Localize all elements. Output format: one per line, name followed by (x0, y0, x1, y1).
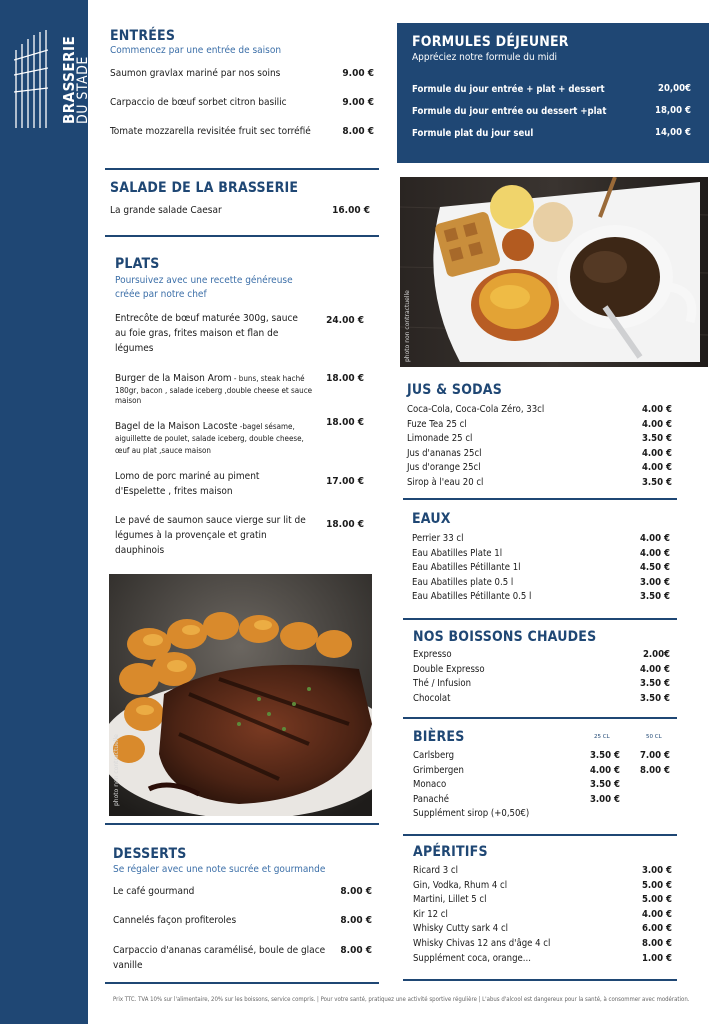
dessert-item-name: Cannelés façon profiteroles (113, 915, 237, 926)
eaux-title: EAUX (412, 511, 451, 527)
steak-illustration (109, 574, 372, 816)
photo-caption: photo non contractuelle (404, 290, 411, 362)
aperitif-item-name: Supplément coca, orange... (413, 952, 531, 964)
entree-item-price: 9.00 € (342, 97, 374, 108)
plats-title: PLATS (115, 256, 160, 272)
aperitif-item-price: 1.00 € (641, 952, 672, 964)
plat-item-price: 24.00 € (326, 315, 364, 326)
entree-item-name: Saumon gravlax mariné par nos soins (110, 68, 281, 79)
aperitifs-title: APÉRITIFS (413, 844, 488, 860)
formule-item-name: Formule du jour entrée + plat + dessert (412, 84, 605, 95)
biere-price-25: 4.00 € (589, 764, 620, 776)
plat-item-name: Burger de la Maison Arom (115, 373, 232, 384)
jus-item-name: Coca-Cola, Coca-Cola Zéro, 33cl (407, 404, 545, 415)
plat-item-line: légumes à la provençale et gratin (115, 530, 267, 541)
eaux-item-price: 4.50 € (639, 562, 670, 574)
bieres-col-50: 50 CL (646, 734, 662, 740)
aperitif-item-name: Whisky Cutty sark 4 cl (413, 923, 509, 935)
jus-item-price: 3.50 € (641, 433, 672, 445)
jus-item-name: Limonade 25 cl (407, 433, 473, 445)
stadium-lines-icon (14, 30, 48, 130)
eaux-item-name: Eau Abatilles Pétillante 0.5 l (412, 591, 532, 603)
plat-item-line: au foie gras, frites maison et flan de (115, 328, 279, 339)
dessert-item-price: 8.00 € (340, 915, 372, 926)
divider (403, 498, 677, 500)
biere-price-25: 3.00 € (589, 793, 620, 805)
entree-item-name: Tomate mozzarella revisitée fruit sec torréfié (110, 126, 311, 137)
jus-item-name: Jus d'orange 25cl (407, 462, 481, 474)
bieres-col-25: 25 CL (594, 734, 610, 740)
biere-item-name: Carlsberg (413, 750, 455, 761)
eaux-item-name: Eau Abatilles plate 0.5 l (412, 576, 514, 588)
divider (403, 717, 677, 719)
aperitif-item-price: 3.00 € (641, 865, 672, 876)
chaudes-item-price: 2.00€ (642, 649, 670, 660)
aperitif-item-name: Kir 12 cl (413, 908, 448, 920)
plats-subtitle: créée par notre chef (115, 289, 207, 300)
salade-item-price: 16.00 € (332, 205, 370, 216)
brand-logo (12, 24, 91, 134)
salade-title: SALADE DE LA BRASSERIE (110, 180, 299, 196)
chaudes-item-name: Chocolat (413, 692, 451, 704)
eaux-item-price: 4.00 € (639, 547, 670, 559)
plat-item-detail: 180gr, bacon , salade iceberg ,double cheese et sauce (115, 386, 313, 395)
divider (105, 168, 379, 170)
plat-item-detail: œuf au plat ,sauce maison (115, 446, 211, 455)
salade-item-name: La grande salade Caesar (110, 205, 222, 216)
aperitif-item-price: 4.00 € (641, 908, 672, 920)
jus-title: JUS & SODAS (407, 382, 502, 398)
chaudes-item-name: Thé / Infusion (413, 678, 472, 690)
cafe-gourmand-photo (400, 177, 708, 367)
divider (403, 979, 677, 981)
brand-line2: DU STADE (75, 56, 91, 124)
photo-caption: photo non contractuelle (113, 734, 120, 806)
brand-line1: BRASSERIE (60, 35, 78, 124)
eaux-item-name: Eau Abatilles Plate 1l (412, 547, 503, 559)
formule-item-price: 18,00 € (655, 105, 691, 116)
entrees-subtitle: Commencez par une entrée de saison (110, 45, 282, 56)
aperitif-item-price: 8.00 € (641, 938, 672, 949)
aperitif-item-price: 6.00 € (641, 923, 672, 935)
steak-photo (109, 574, 372, 816)
biere-price-25: 3.50 € (589, 779, 620, 791)
plat-item-line: Entrecôte de bœuf maturée 300g, sauce (115, 313, 298, 324)
biere-item-name: Supplément sirop (+0,50€) (413, 808, 530, 820)
eaux-item-price: 3.50 € (639, 591, 670, 603)
footer-legal: Prix TTC. TVA 10% sur l'alimentaire, 20% sur les boissons, service compris. | Pour votre santé, pratiquez une activité sportive régulière | L'abus d'alcool est dangereux pour la santé, à consommer avec modération. (113, 996, 690, 1003)
jus-item-name: Sirop à l'eau 20 cl (407, 477, 484, 488)
dessert-item-price: 8.00 € (340, 886, 372, 897)
plat-item-line: légumes (115, 343, 154, 354)
chaudes-item-price: 3.50 € (639, 678, 670, 690)
chaudes-title: NOS BOISSONS CHAUDES (413, 629, 597, 645)
aperitif-item-name: Martini, Lillet 5 cl (413, 894, 487, 906)
eaux-item-price: 3.00 € (639, 576, 670, 588)
entree-item-name: Carpaccio de bœuf sorbet citron basilic (110, 97, 287, 108)
plat-item-detail: -bagel sésame, (237, 422, 295, 431)
formule-item-price: 14,00 € (655, 127, 691, 138)
aperitif-item-price: 5.00 € (641, 894, 672, 906)
plat-item-name: Bagel de la Maison Lacoste (115, 421, 238, 432)
formule-item-name: Formule plat du jour seul (412, 128, 534, 139)
desserts-subtitle: Se régaler avec une note sucrée et gourmande (113, 864, 326, 875)
biere-price-25: 3.50 € (589, 750, 620, 761)
plat-item-detail: - buns, steak haché (231, 374, 305, 383)
jus-item-name: Fuze Tea 25 cl (407, 418, 467, 430)
jus-item-price: 4.00 € (641, 404, 672, 415)
plat-item-line: dauphinois (115, 545, 165, 556)
chaudes-item-name: Double Expresso (413, 663, 485, 675)
section-formules (397, 23, 709, 163)
plat-item-price: 18.00 € (326, 373, 364, 384)
dessert-item-name: Le café gourmand (113, 886, 195, 897)
aperitif-item-price: 5.00 € (641, 879, 672, 891)
brand-wordmark (60, 24, 91, 134)
entree-item-price: 9.00 € (342, 68, 374, 79)
aperitif-item-name: Ricard 3 cl (413, 865, 458, 876)
biere-item-name: Grimbergen (413, 764, 464, 776)
divider (403, 834, 677, 836)
biere-price-50: 8.00 € (639, 764, 670, 776)
aperitif-item-name: Whisky Chivas 12 ans d'âge 4 cl (413, 938, 551, 949)
divider (403, 618, 677, 620)
plat-item-detail: aiguillette de poulet, salade iceberg, double cheese, (115, 434, 304, 443)
divider (105, 982, 379, 984)
plat-item-price: 18.00 € (326, 519, 364, 530)
plat-item-price: 18.00 € (326, 417, 364, 428)
jus-item-price: 4.00 € (641, 447, 672, 459)
jus-item-price: 4.00 € (641, 462, 672, 474)
desserts-title: DESSERTS (113, 846, 187, 862)
divider (105, 823, 379, 825)
entrees-title: ENTRÉES (110, 28, 176, 44)
eaux-item-name: Perrier 33 cl (412, 533, 464, 544)
dessert-item-line: Carpaccio d'ananas caramélisé, boule de glace (113, 945, 326, 956)
sidebar (0, 0, 91, 1024)
eaux-item-price: 4.00 € (639, 533, 670, 544)
plat-item-line: Lomo de porc mariné au piment (115, 471, 260, 482)
chaudes-item-price: 4.00 € (639, 663, 670, 675)
jus-item-price: 4.00 € (641, 418, 672, 430)
divider (105, 235, 379, 237)
formule-item-name: Formule du jour entrée ou dessert +plat (412, 106, 607, 117)
dessert-item-line: vanille (113, 960, 143, 971)
plat-item-line: d'Espelette , frites maison (115, 486, 233, 497)
cafe-gourmand-illustration (400, 177, 708, 367)
eaux-item-name: Eau Abatilles Pétillante 1l (412, 562, 521, 574)
plats-subtitle: Poursuivez avec une recette généreuse (115, 275, 293, 286)
chaudes-item-price: 3.50 € (639, 692, 670, 704)
plat-item-price: 17.00 € (326, 476, 364, 487)
plat-item-line: Le pavé de saumon sauce vierge sur lit de (115, 515, 306, 526)
entree-item-price: 8.00 € (342, 126, 374, 137)
biere-item-name: Monaco (413, 779, 447, 791)
aperitif-item-name: Gin, Vodka, Rhum 4 cl (413, 879, 508, 891)
formules-subtitle: Appréciez notre formule du midi (412, 52, 558, 63)
jus-item-price: 3.50 € (641, 477, 672, 488)
dessert-item-price: 8.00 € (340, 945, 372, 956)
biere-price-50: 7.00 € (639, 750, 670, 761)
formules-title: FORMULES DÉJEUNER (412, 34, 569, 50)
jus-item-name: Jus d'ananas 25cl (407, 447, 482, 459)
chaudes-item-name: Expresso (413, 649, 452, 660)
biere-item-name: Panaché (413, 793, 449, 805)
bieres-title: BIÈRES (413, 729, 465, 745)
plat-item-detail: maison (115, 396, 142, 405)
formule-item-price: 20,00€ (658, 83, 691, 94)
